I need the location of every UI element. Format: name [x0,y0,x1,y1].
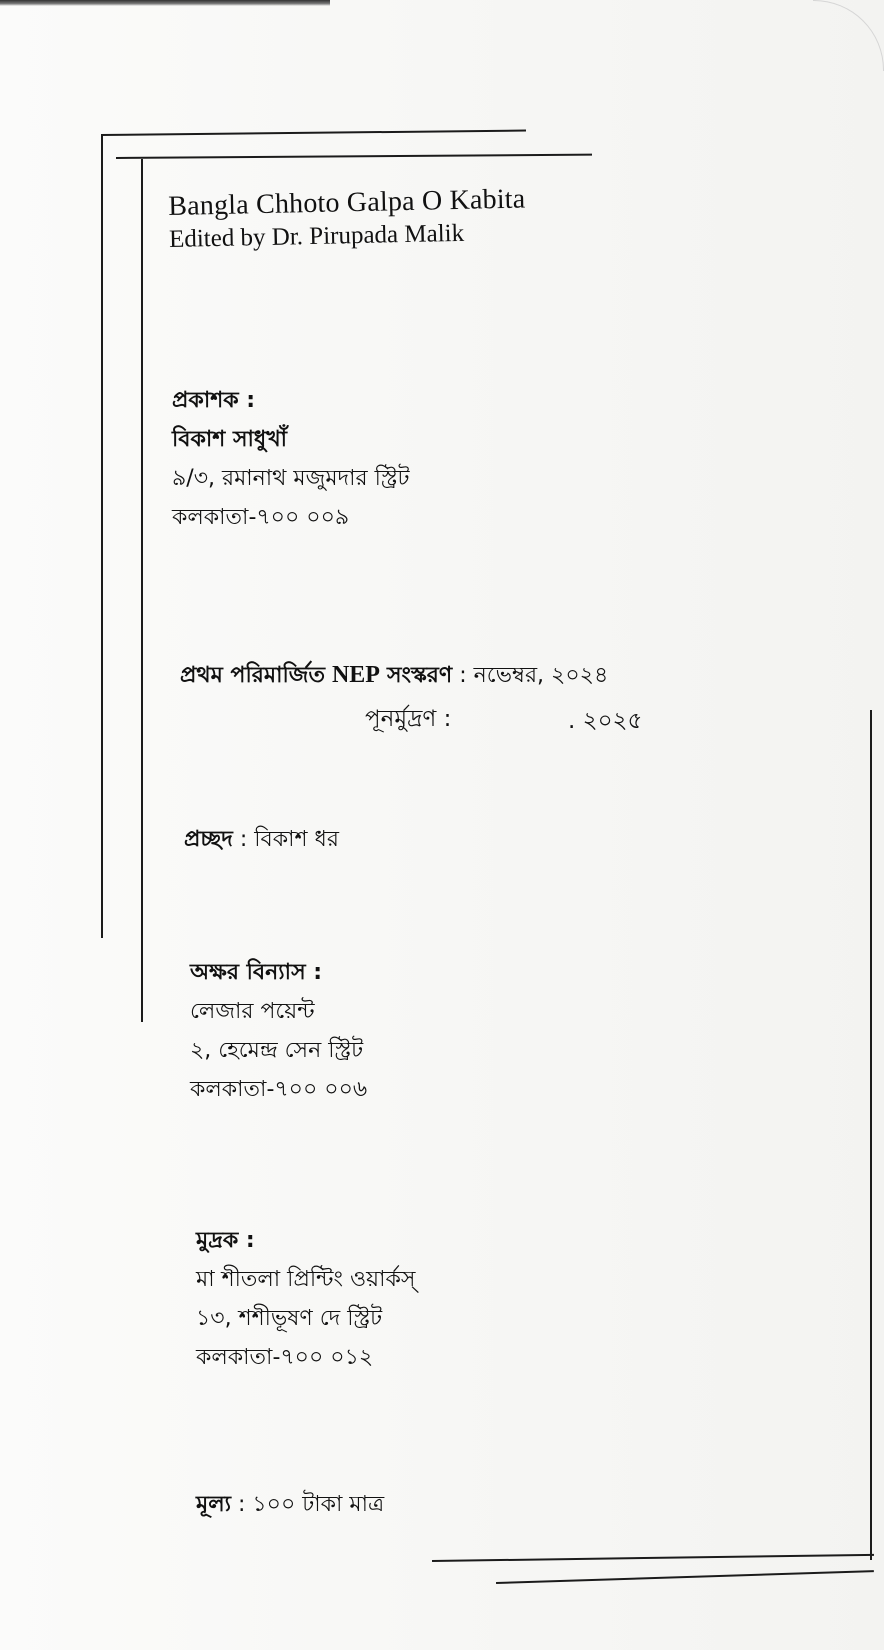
cover-label: প্রচ্ছদ [184,827,233,852]
typesetting-block [190,953,367,1109]
book-editor: Edited by Dr. Pirupada Malik [168,219,465,253]
price-value: : ১০০ টাকা মাত্র [238,1492,385,1517]
cover-value: : বিকাশ ধর [239,827,339,852]
printer-heading: মুদ্রক : [196,1228,255,1253]
book-title: Bangla Chhoto Galpa O Kabita [168,183,526,222]
publisher-heading: প্রকাশক : [172,388,256,413]
english-title-block [168,183,526,256]
typesetting-name: লেজার পয়েন্ট [190,999,315,1024]
cover-line [184,820,339,859]
price-line [196,1490,384,1520]
publisher-city: কলকাতা-৭০০ ০০৯ [172,505,350,530]
publisher-name: বিকাশ সাধুখাঁ [172,427,288,452]
typesetting-heading: অক্ষর বিন্যাস : [190,960,323,985]
price-label: মূল্য [196,1492,231,1517]
inner-frame-left-line [141,159,143,1022]
edition-value: : নভেম্বর, ২০২৪ [459,663,609,688]
outer-frame-left-line [101,136,103,938]
publisher-block [172,381,410,537]
printer-name: মা শীতলা প্রিন্টিং ওয়ার্কস্ [196,1267,416,1292]
printer-city: কলকাতা-৭০০ ০১২ [196,1345,374,1370]
typesetting-city: কলকাতা-৭০০ ০০৬ [190,1077,368,1102]
edition-nep: NEP [331,662,380,688]
edition-line [180,660,608,691]
page-corner-curve [813,0,884,71]
page-top-shadow [0,0,330,6]
publisher-address: ৯/৩, রমানাথ মজুমদার স্ট্রিট [172,466,410,491]
reprint-label: পূনর্মুদ্রণ : [365,706,452,732]
reprint-year: . ২০২৫ [568,708,643,734]
printer-block [196,1221,415,1377]
printer-address: ১৩, শশীভূষণ দে স্ট্রিট [196,1306,383,1331]
bottom-frame-upper-line [432,1554,874,1562]
bottom-frame-lower-line [496,1570,874,1584]
outer-frame-top-line [101,130,526,136]
typesetting-address: ২, হেমেন্দ্র সেন স্ট্রিট [190,1038,364,1063]
inner-frame-top-line [116,154,592,159]
right-frame-line [870,710,872,1560]
edition-suffix: সংস্করণ [386,663,453,688]
edition-prefix: প্রথম পরিমার্জিত [180,663,325,688]
